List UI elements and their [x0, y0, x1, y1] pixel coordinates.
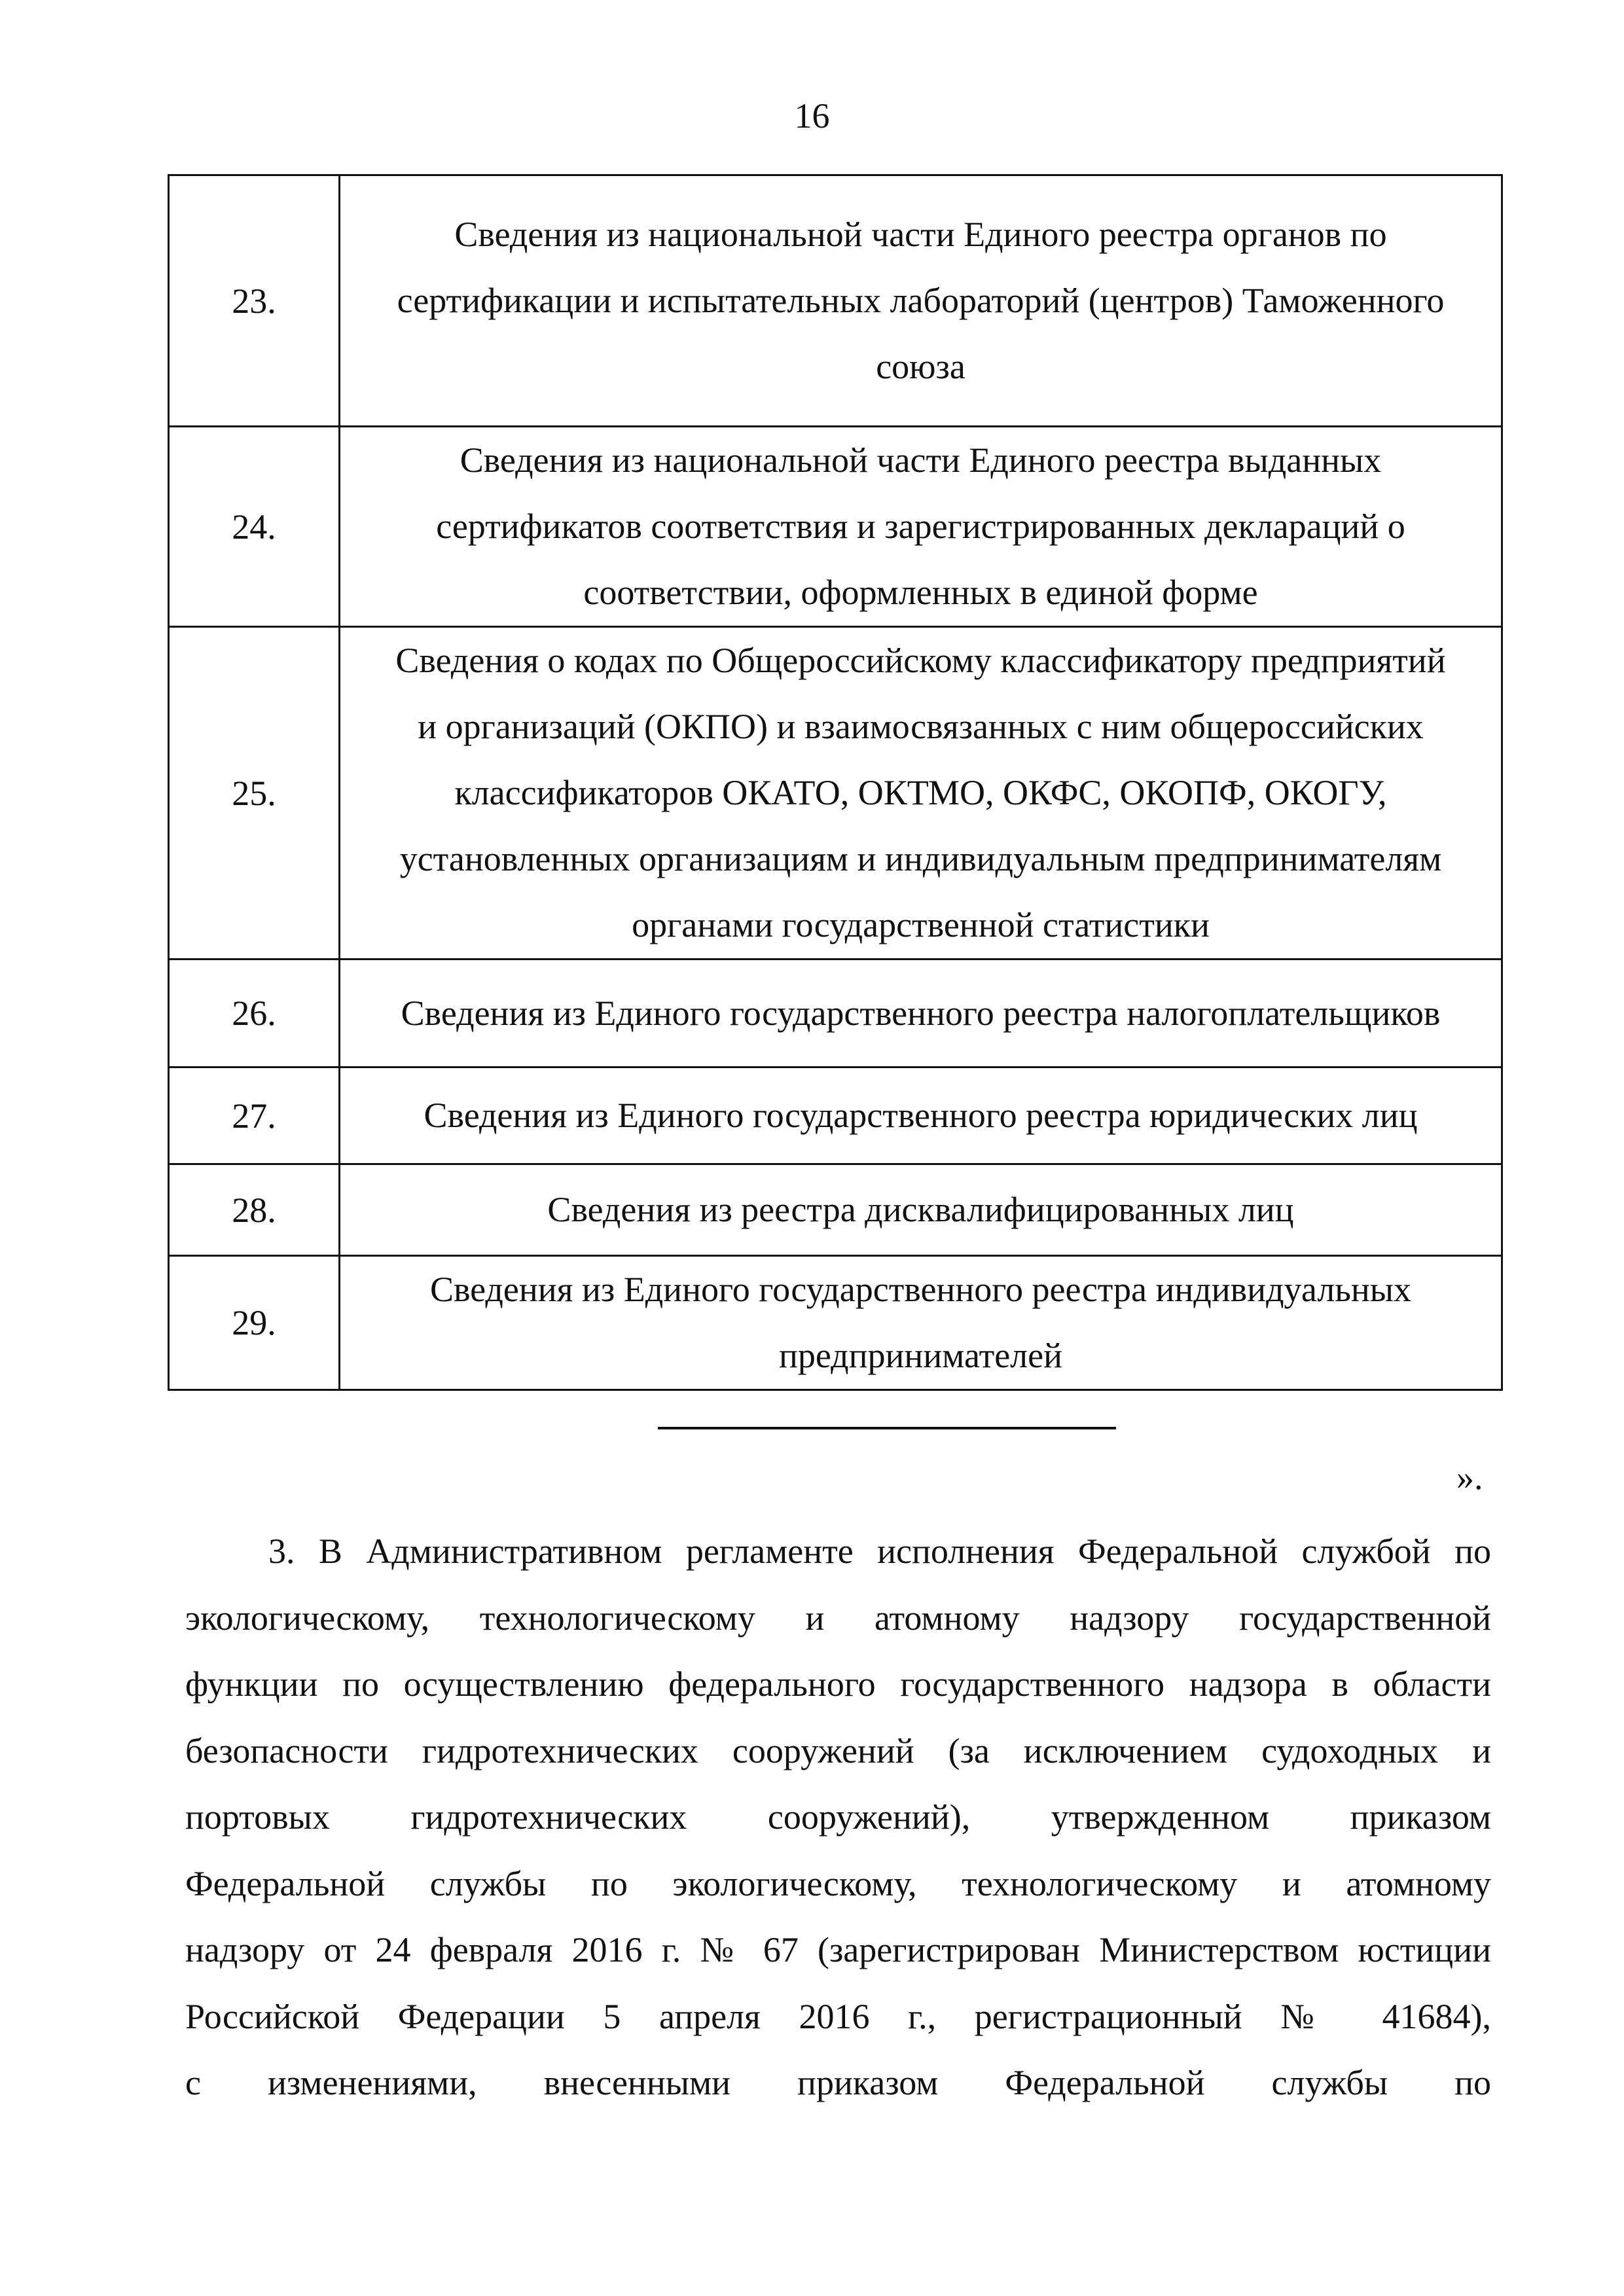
row-description [340, 1067, 1502, 1164]
description-line: сертификатов соответствия и зарегистрированных деклараций о [436, 507, 1405, 546]
row-number: 27. [169, 1067, 340, 1164]
paragraph-line: Российской Федерации 5 апреля 2016 г., регистрационный № 41684), [185, 1996, 1491, 2036]
description-line: органами государственной статистики [632, 905, 1210, 944]
table-row [169, 427, 1502, 627]
paragraph-line: безопасности гидротехнических сооружений (за исключением судоходных и [185, 1731, 1491, 1770]
separator-line [658, 1427, 1116, 1429]
description-line: классификаторов ОКАТО, ОКТМО, ОКФС, ОКОПФ, ОКОГУ, [454, 773, 1387, 812]
paragraph-line: с изменениями, внесенными приказом Федеральной службы по [185, 2063, 1491, 2102]
row-description [340, 175, 1502, 427]
description-line: Сведения из национальной части Единого реестра органов по [454, 215, 1387, 254]
table-row [169, 1067, 1502, 1164]
row-description [340, 1164, 1502, 1256]
description-line: союза [876, 347, 965, 386]
description-line: соответствии, оформленных в единой форме [583, 573, 1258, 612]
description-line: Сведения из реестра дисквалифицированных лиц [547, 1190, 1294, 1229]
row-number: 29. [169, 1256, 340, 1390]
paragraph-line: 3. В Административном регламенте исполнения Федеральной службой по [268, 1532, 1491, 1571]
table-row [169, 960, 1502, 1067]
row-number: 24. [169, 427, 340, 627]
table-row [169, 1256, 1502, 1390]
paragraph-line: функции по осуществлению федерального государственного надзора в области [185, 1664, 1491, 1704]
body-paragraph [185, 1518, 1491, 2117]
description-line: Сведения из Единого государственного реестра индивидуальных [429, 1270, 1412, 1309]
description-line: Сведения о кодах по Общероссийскому классификатору предприятий [395, 641, 1446, 680]
row-description [340, 427, 1502, 627]
table-row [169, 627, 1502, 960]
paragraph-line: Федеральной службы по экологическому, технологическому и атомному [185, 1863, 1491, 1903]
description-line: сертификации и испытательных лабораторий (центров) Таможенного [397, 281, 1445, 320]
description-line: Сведения из национальной части Единого реестра выданных [460, 440, 1382, 480]
row-description [340, 960, 1502, 1067]
row-number: 25. [169, 627, 340, 960]
table-row [169, 1164, 1502, 1256]
page-number: 16 [794, 96, 830, 135]
description-line: предпринимателей [779, 1336, 1062, 1375]
registry-table [168, 174, 1503, 1391]
paragraph-line: экологическому, технологическому и атомному надзору государственной [185, 1598, 1491, 1638]
paragraph-line: портовых гидротехнических сооружений), утвержденном приказом [185, 1797, 1491, 1837]
row-number: 26. [169, 960, 340, 1067]
description-line: установленных организациям и индивидуальным предпринимателям [399, 839, 1442, 878]
closing-quote: ». [1456, 1458, 1483, 1497]
description-line: и организаций (ОКПО) и взаимосвязанных с ним общероссийских [418, 707, 1424, 746]
paragraph-line: надзору от 24 февраля 2016 г. № 67 (зарегистрирован Министерством юстиции [185, 1930, 1491, 1969]
row-number: 28. [169, 1164, 340, 1256]
row-number: 23. [169, 175, 340, 427]
row-description [340, 1256, 1502, 1390]
row-description [340, 627, 1502, 960]
table-row [169, 175, 1502, 427]
description-line: Сведения из Единого государственного реестра налогоплательщиков [401, 993, 1441, 1033]
description-line: Сведения из Единого государственного реестра юридических лиц [424, 1096, 1418, 1135]
